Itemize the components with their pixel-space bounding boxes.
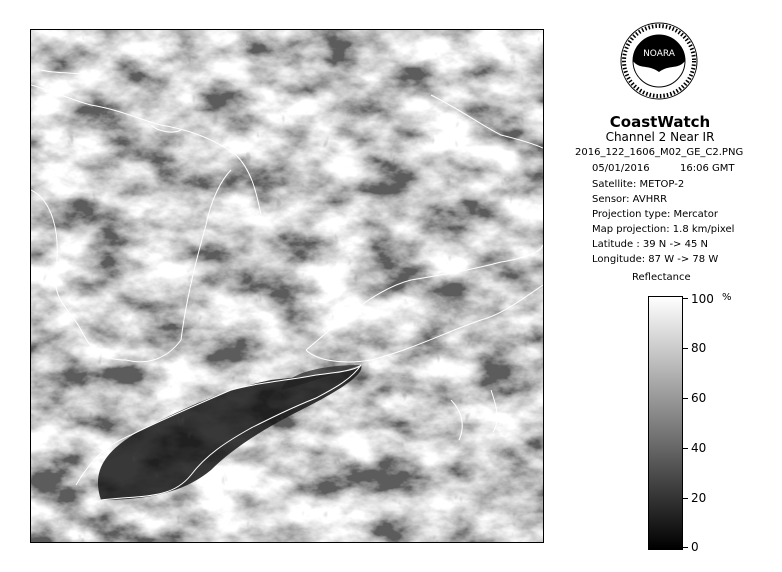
filename-label: 2016_122_1606_M02_GE_C2.PNG [575, 147, 744, 158]
date-label: 05/01/2016 [592, 163, 650, 174]
latitude-label: Latitude : 39 N -> 45 N [592, 239, 708, 250]
noaa-logo [620, 22, 698, 100]
channel-label: Channel 2 Near IR [605, 130, 715, 144]
satellite-label: Satellite: METOP-2 [592, 179, 685, 190]
colorbar-tick-label: 100 [691, 292, 714, 306]
app-title: CoastWatch [609, 113, 711, 131]
colorbar-tick-label: 60 [691, 391, 707, 405]
legend-title: Reflectance [632, 272, 691, 283]
time-label: 16:06 GMT [680, 163, 735, 174]
reflectance-colorbar [648, 296, 683, 550]
colorbar-tick-label: 20 [691, 491, 707, 505]
colorbar-tick [682, 348, 688, 349]
longitude-label: Longitude: 87 W -> 78 W [592, 254, 719, 265]
legend-unit: % [722, 292, 732, 303]
projection-type-label: Projection type: Mercator [592, 209, 718, 220]
sensor-label: Sensor: AVHRR [592, 194, 668, 205]
colorbar-tick [682, 448, 688, 449]
colorbar-tick-label: 80 [691, 341, 707, 355]
map-projection-label: Map projection: 1.8 km/pixel [592, 224, 735, 235]
colorbar-tick [682, 298, 688, 299]
colorbar-tick [682, 498, 688, 499]
noaa-logo-text: NOARA [643, 49, 675, 59]
satellite-image-map [30, 29, 544, 543]
reflectance-image [31, 30, 543, 542]
colorbar-tick [682, 547, 688, 548]
colorbar-tick-label: 40 [691, 441, 707, 455]
colorbar-tick-label: 0 [691, 540, 699, 554]
colorbar-tick [682, 398, 688, 399]
